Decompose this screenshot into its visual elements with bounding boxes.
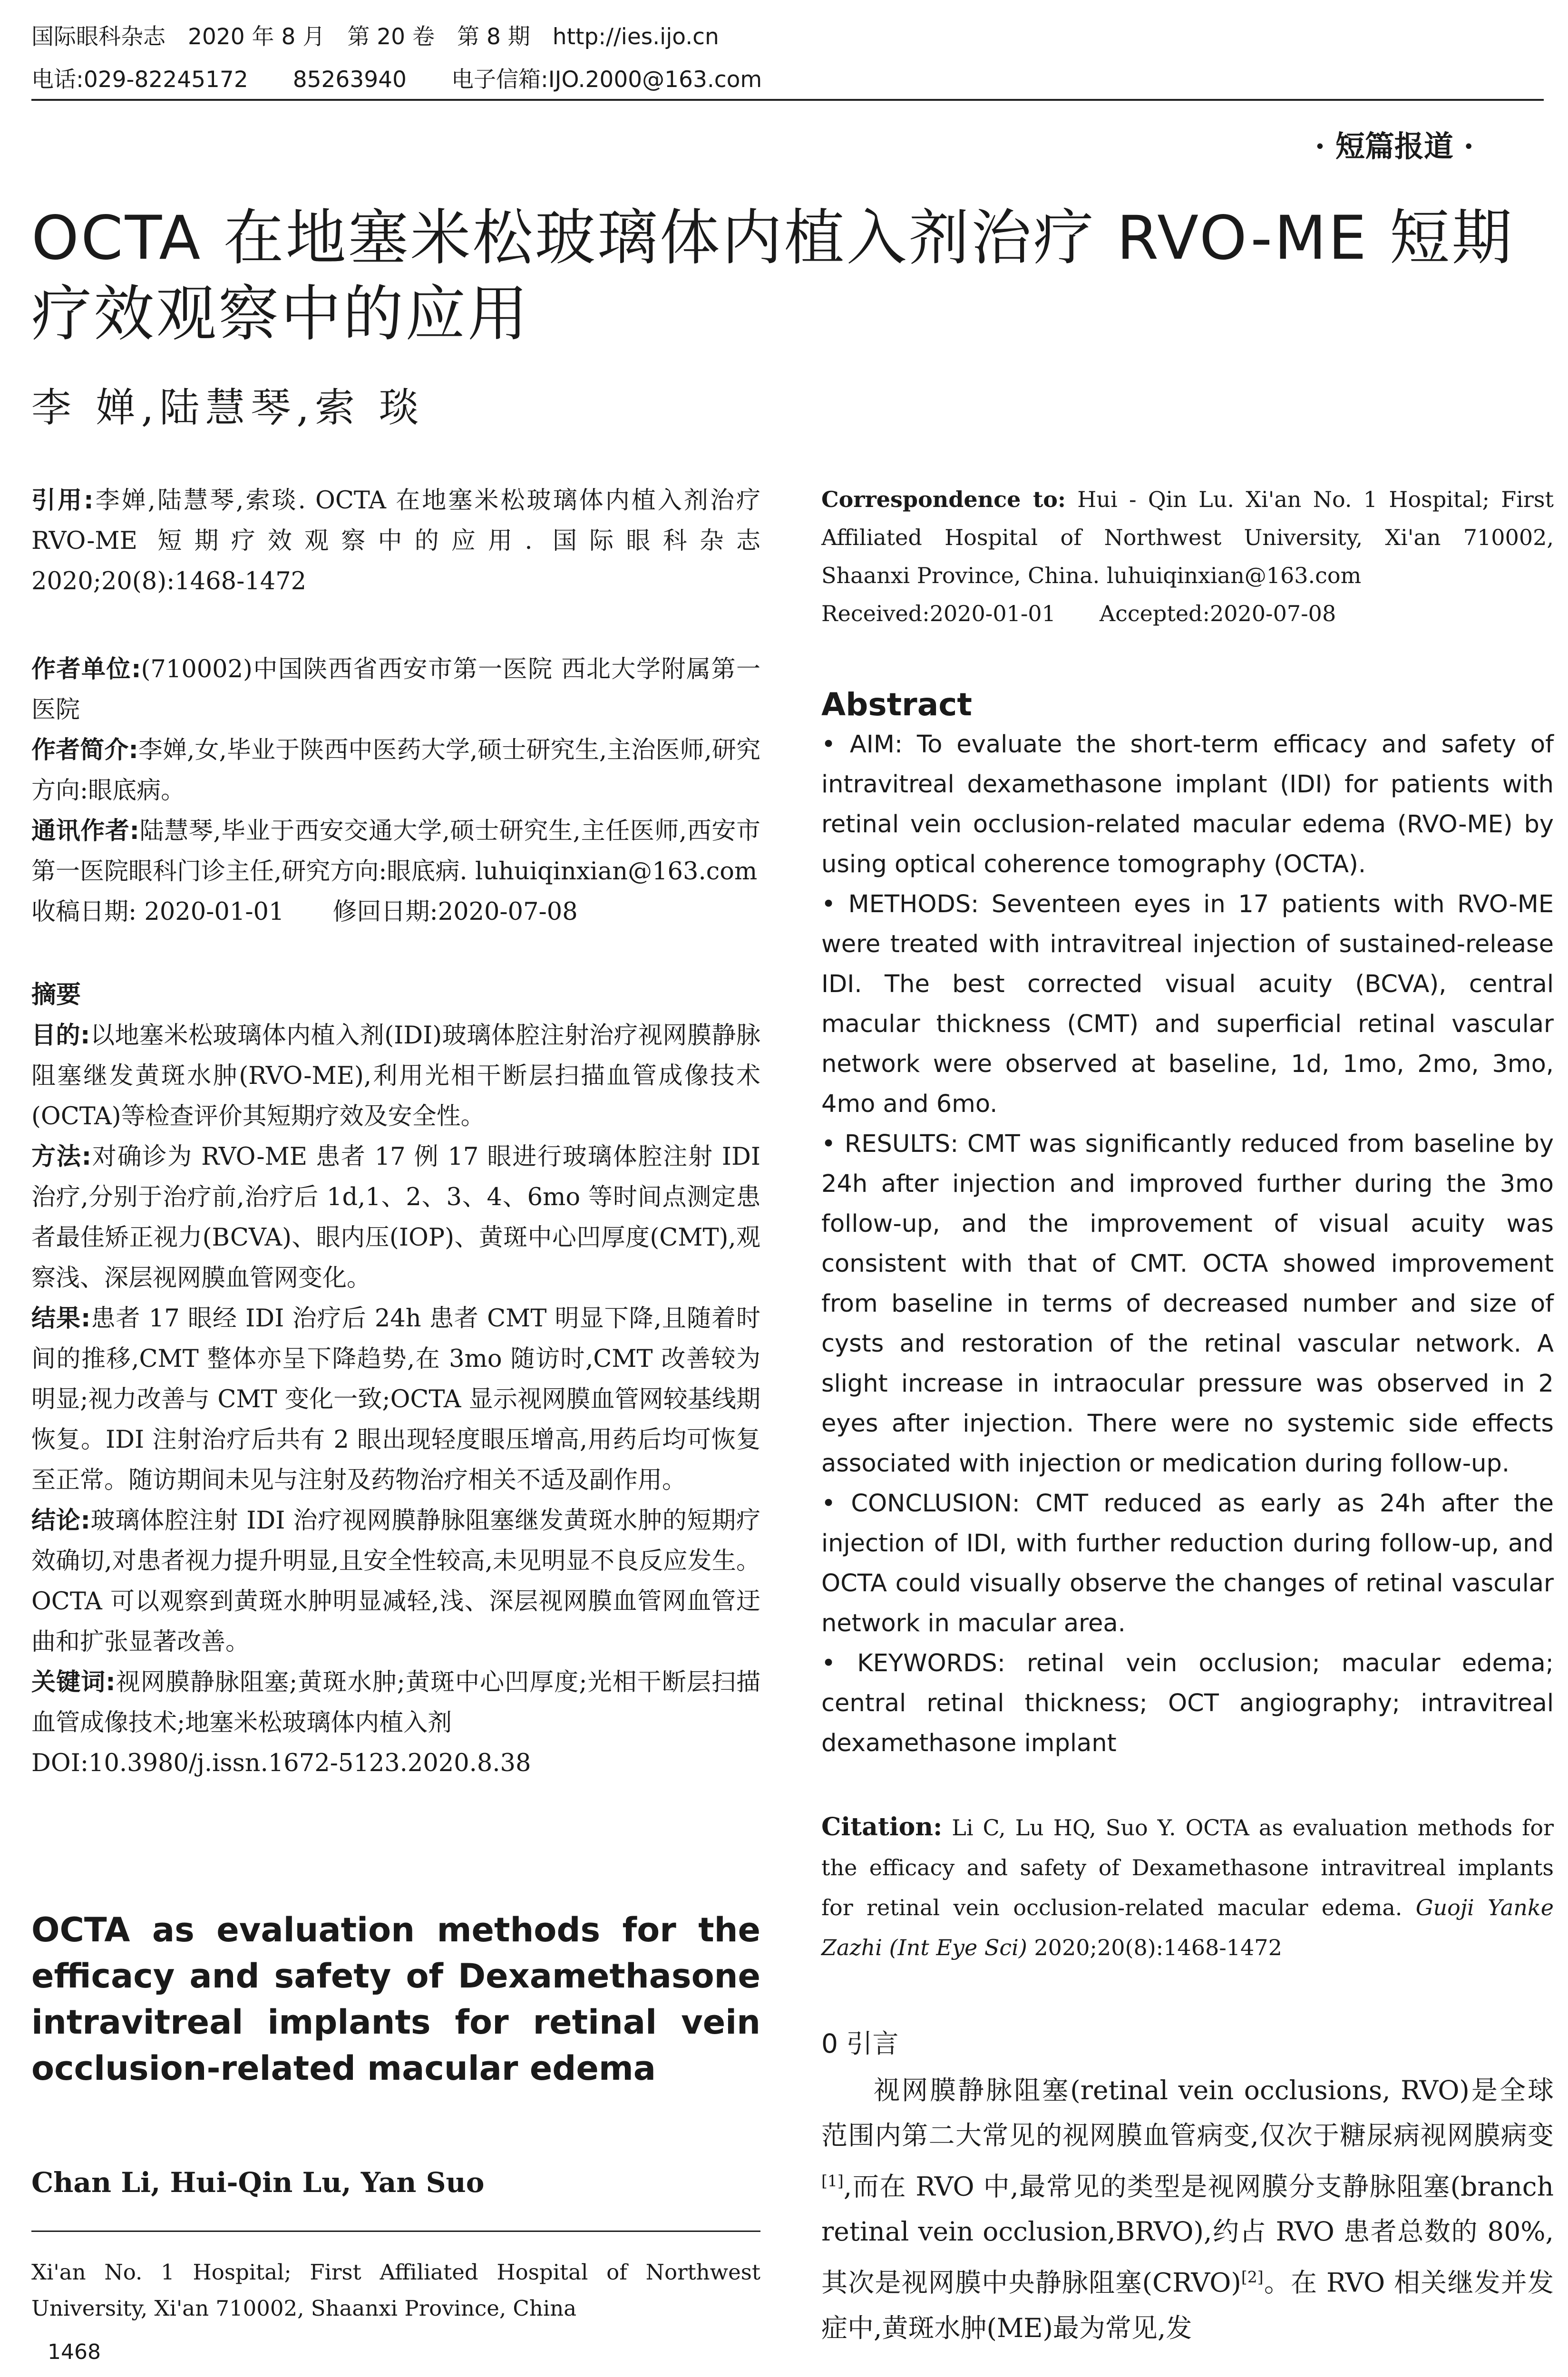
results-text: CMT was significantly reduced from baseline by 24h after injection and improved further during the 3mo follow-up, and the improvement of visual acuity was consistent with that of CMT. OCTA showed improvement from baseline in terms of decreased number and size of cysts and restoration of the retinal vascular network. A slight increase in intraocular pressure was observed in 2 eyes after injection. There were no systemic side effects associated with injection or medication during follow-up. bbox=[821, 1130, 1554, 1478]
conclusion-text: CMT reduced as early as 24h after the injection of IDI, with further reduction during follow-up, and OCTA could visually observe the changes of retinal vascular network in macular area. bbox=[821, 1490, 1554, 1637]
abstract-keywords bbox=[821, 1644, 1554, 1763]
aim-cn-text: 以地塞米松玻璃体内植入剂(IDI)玻璃体腔注射治疗视网膜静脉阻塞继发黄斑水肿(RVO-ME),利用光相干断层扫描血管成像技术(OCTA)等检查评价其短期疗效及安全性。 bbox=[31, 1022, 760, 1130]
english-affiliation: Xi'an No. 1 Hospital; First Affiliated Hospital of Northwest University, Xi'an 710002, Shaanxi Province, China bbox=[31, 2260, 760, 2321]
doi: DOI:10.3980/j.issn.1672-5123.2020.8.38 bbox=[31, 1749, 531, 1777]
affiliation-text: (710002)中国陕西省西安市第一医院 西北大学附属第一医院 bbox=[31, 655, 760, 724]
cite-label: 引用: bbox=[31, 487, 94, 515]
bio-text: 李婵,女,毕业于陕西中医药大学,硕士研究生,主治医师,研究方向:眼底病。 bbox=[31, 736, 760, 805]
abstract-results bbox=[821, 1124, 1554, 1484]
english-title: OCTA as evaluation methods for the efficacy and safety of Dexamethasone intravitreal implants for retinal vein occlusion-related macular edema bbox=[31, 1910, 760, 2088]
abstract-heading: Abstract bbox=[821, 686, 972, 723]
aim-label: • AIM: bbox=[821, 731, 903, 759]
abstract-cn-aim bbox=[31, 1015, 760, 1137]
english-abstract bbox=[821, 685, 1554, 1763]
cite-block bbox=[31, 480, 760, 602]
conclusion-cn-text: 玻璃体腔注射 IDI 治疗视网膜静脉阻塞继发黄斑水肿的短期疗效确切,对患者视力提升明显,且安全性较高,未见明显不良反应发生。OCTA 可以观察到黄斑水肿明显减轻,浅、深层视网膜血管网血管迂曲和扩张显著改善。 bbox=[31, 1507, 760, 1656]
citation-text: Li C, Lu HQ, Suo Y. OCTA as evaluation methods for the efficacy and safety of Dexamethasone intravitreal implants for retinal vein occlusion-related macular edema. bbox=[821, 1815, 1554, 1920]
left-column bbox=[31, 480, 760, 1783]
abstract-aim bbox=[821, 725, 1554, 885]
results-cn-text: 患者 17 眼经 IDI 治疗后 24h 患者 CMT 明显下降,且随着时间的推移,CMT 整体亦呈下降趋势,在 3mo 随访时,CMT 改善较为明显;视力改善与 CMT 变化一致;OCTA 显示视网膜血管网较基线期恢复。IDI 注射治疗后共有 2 眼出现轻度眼压增高,用药后均可恢复至正常。随访期间未见与注射及药物治疗相关不适及副作用。 bbox=[31, 1305, 761, 1494]
abstract-cn-keywords bbox=[31, 1662, 760, 1743]
citation-journal: Guoji Yanke Zazhi (Int Eye Sci) bbox=[821, 1895, 1554, 1960]
citation-tail: 2020;20(8):1468-1472 bbox=[1034, 1935, 1282, 1960]
intro-text-3: 。在 RVO 相关继发并发症中,黄斑水肿(ME)最为常见,发 bbox=[821, 2267, 1554, 2343]
aim-text: To evaluate the short-term efficacy and safety of intravitreal dexamethasone implant (IDI) for patients with retinal vein occlusion-related macular edema (RVO-ME) by using optical coherence tomography (OCTA). bbox=[821, 731, 1554, 878]
keywords-label: • KEYWORDS: bbox=[821, 1649, 1005, 1677]
bio-label: 作者简介: bbox=[31, 736, 138, 764]
corresponding-text: 陆慧琴,毕业于西安交通大学,硕士研究生,主任医师,西安市第一医院眼科门诊主任,研究方向:眼底病. luhuiqinxian@163.com bbox=[31, 817, 760, 886]
abstract-cn-heading: 摘要 bbox=[31, 981, 81, 1009]
keywords-cn-label: 关键词: bbox=[31, 1668, 116, 1696]
abstract-cn-conclusion bbox=[31, 1500, 760, 1662]
intro-text-1: 视网膜静脉阻塞(retinal vein occlusions, RVO)是全球范围内第二大常见的视网膜血管病变,仅次于糖尿病视网膜病变 bbox=[821, 2075, 1554, 2151]
bio-block bbox=[31, 730, 760, 811]
abstract-conclusion bbox=[821, 1484, 1554, 1644]
correspondence-text: Hui - Qin Lu. Xi'an No. 1 Hospital; First Affiliated Hospital of Northwest University, Xi'an 710002, Shaanxi Province, China. luhuiqinxian@163.com bbox=[821, 487, 1554, 588]
authors-cn: 李 婵,陆慧琴,索 琰 bbox=[31, 384, 425, 431]
page-number: 1468 bbox=[48, 2340, 101, 2364]
article-title: OCTA 在地塞米松玻璃体内植入剂治疗 RVO-ME 短期疗效观察中的应用 bbox=[31, 203, 1514, 349]
intro-heading: 0 引言 bbox=[821, 2028, 899, 2059]
section-tag: · 短篇报道 · bbox=[1315, 129, 1474, 164]
keywords-cn-text: 视网膜静脉阻塞;黄斑水肿;黄斑中心凹厚度;光相干断层扫描血管成像技术;地塞米松玻璃体内植入剂 bbox=[31, 1668, 760, 1737]
introduction bbox=[821, 2024, 1554, 2351]
intro-text-2: ,而在 RVO 中,最常见的类型是视网膜分支静脉阻塞(branch retinal vein occlusion,BRVO),约占 RVO 患者总数的 80%,其次是视网膜中央静脉阻塞(CRVO) bbox=[821, 2171, 1554, 2298]
abstract-methods bbox=[821, 885, 1554, 1124]
correspondence-para bbox=[821, 480, 1554, 594]
results-label: • RESULTS: bbox=[821, 1130, 959, 1158]
correspondence-block bbox=[821, 480, 1554, 633]
affiliation-label: 作者单位: bbox=[31, 655, 141, 683]
methods-cn-label: 方法: bbox=[31, 1143, 92, 1171]
corresponding-block bbox=[31, 811, 760, 892]
abstract-cn-results bbox=[31, 1298, 760, 1500]
running-header-line1: 国际眼科杂志 2020 年 8 月 第 20 卷 第 8 期 http://ies.ijo.cn bbox=[31, 24, 719, 50]
results-cn-label: 结果: bbox=[31, 1305, 91, 1333]
conclusion-label: • CONCLUSION: bbox=[821, 1490, 1020, 1518]
header-rule bbox=[31, 99, 1544, 101]
corresponding-label: 通讯作者: bbox=[31, 817, 139, 845]
received-accepted: Received:2020-01-01 Accepted:2020-07-08 bbox=[821, 601, 1336, 626]
affiliation-block bbox=[31, 649, 760, 730]
ref-1[interactable]: [1] bbox=[821, 2172, 844, 2190]
citation-label: Citation: bbox=[821, 1812, 943, 1841]
citation-para bbox=[821, 1807, 1554, 1968]
conclusion-cn-label: 结论: bbox=[31, 1507, 90, 1535]
dates-cn: 收稿日期: 2020-01-01 修回日期:2020-07-08 bbox=[31, 898, 578, 926]
keywords-text: retinal vein occlusion; macular edema; central retinal thickness; OCT angiography; intravitreal dexamethasone implant bbox=[821, 1649, 1554, 1757]
methods-cn-text: 对确诊为 RVO-ME 患者 17 例 17 眼进行玻璃体腔注射 IDI 治疗,分别于治疗前,治疗后 1d,1、2、3、4、6mo 等时间点测定患者最佳矫正视力(BCVA)、眼内压(IOP)、黄斑中心凹厚度(CMT),观察浅、深层视网膜血管网变化。 bbox=[31, 1143, 760, 1292]
aim-cn-label: 目的: bbox=[31, 1022, 90, 1050]
ref-2[interactable]: [2] bbox=[1241, 2268, 1264, 2287]
methods-text: Seventeen eyes in 17 patients with RVO-ME were treated with intravitreal injection of sustained-release IDI. The best corrected visual acuity (BCVA), central macular thickness (CMT) and superficial retinal vascular network were observed at baseline, 1d, 1mo, 2mo, 3mo, 4mo and 6mo. bbox=[821, 890, 1554, 1118]
intro-paragraph bbox=[821, 2068, 1554, 2351]
correspondence-label: Correspondence to: bbox=[821, 487, 1066, 512]
methods-label: • METHODS: bbox=[821, 890, 979, 918]
affiliation-rule bbox=[31, 2231, 760, 2232]
running-header-line2: 电话:029-82245172 85263940 电子信箱:IJO.2000@163.com bbox=[31, 67, 762, 93]
cite-text: 李婵,陆慧琴,索琰. OCTA 在地塞米松玻璃体内植入剂治疗 RVO-ME 短期疗效观察中的应用. 国际眼科杂志 2020;20(8):1468-1472 bbox=[31, 487, 761, 595]
abstract-cn-methods bbox=[31, 1137, 760, 1298]
citation-block bbox=[821, 1807, 1554, 1968]
english-authors: Chan Li, Hui-Qin Lu, Yan Suo bbox=[31, 2166, 485, 2199]
